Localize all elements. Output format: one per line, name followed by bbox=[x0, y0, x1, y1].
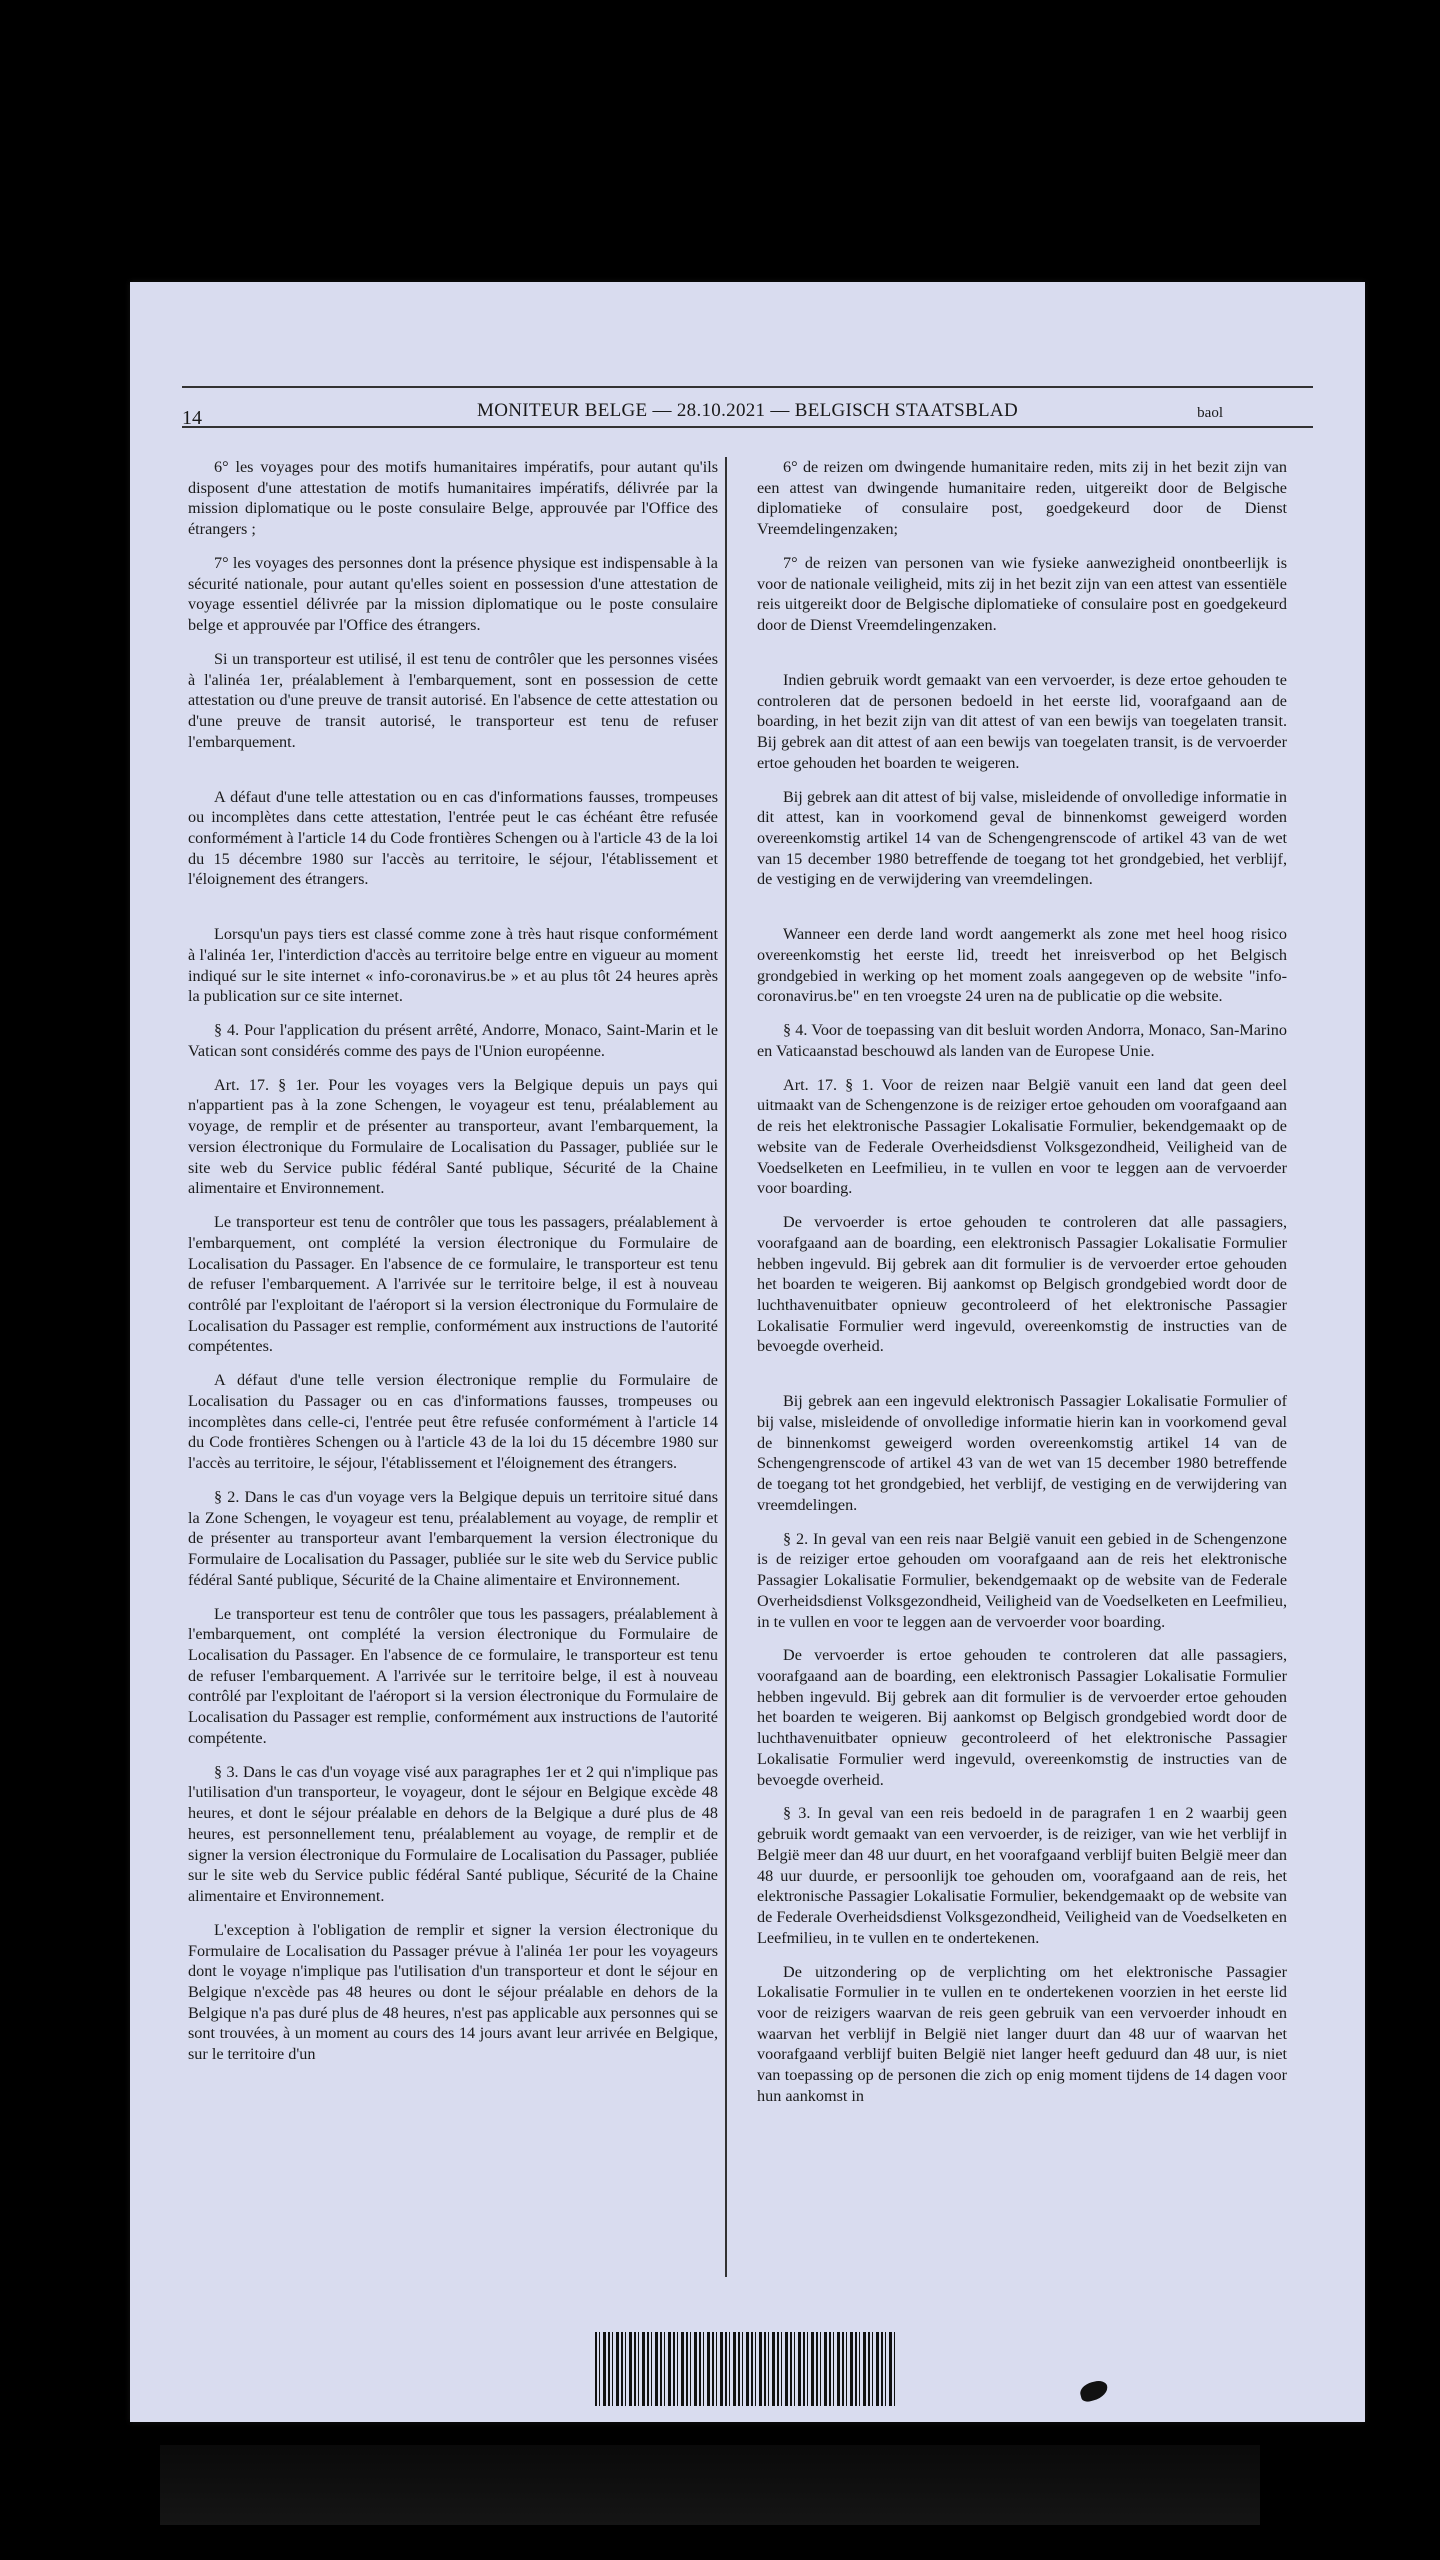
paragraph: § 4. Pour l'application du présent arrêté, Andorre, Monaco, Saint-Marin et le Vatican sont considérés comme des pays de l'Union européenne. bbox=[188, 1021, 718, 1060]
column-divider bbox=[725, 457, 727, 2277]
header-code: baol bbox=[1197, 405, 1223, 421]
paragraph: 6° de reizen om dwingende humanitaire reden, mits zij in het bezit zijn van een attest van dwingende humanitaire reden, uitgereikt door de Belgische diplomatieke of consulaire post, goedgekeurd door de Dienst Vreemdelingenzaken; bbox=[757, 458, 1287, 539]
paragraph: § 2. In geval van een reis naar België vanuit een gebied in de Schengenzone is de reiziger ertoe gehouden om voorafgaand aan de reis het elektronische Passagier Lokalisatie Formulier, bekendgemaakt op de website van de Federale Overheidsdienst Volksgezondheid, Veiligheid van de Voedselketen en Leefmilieu, in te vullen en voor te leggen aan de vervoerder voor boarding. bbox=[757, 1529, 1287, 1631]
paragraph: De vervoerder is ertoe gehouden te controleren dat alle passagiers, voorafgaand aan de boarding, een elektronisch Passagier Lokalisatie Formulier hebben ingevuld. Bij gebrek aan dit formulier is de vervoerder ertoe gehouden het boarden te weigeren. Bij aankomst op Belgisch grondgebied wordt door de luchthavenuitbater opnieuw gecontroleerd of het elektronische Passagier Lokalisatie Formulier werd ingevuld, overeenkomstig de instructies van de bevoegde overheid. bbox=[757, 1646, 1287, 1789]
paragraph: § 3. Dans le cas d'un voyage visé aux paragraphes 1er et 2 qui n'implique pas l'utilisation d'un transporteur, le voyageur, dont le séjour en Belgique excède 48 heures, et dont le séjour préalable en dehors de la Belgique a duré plus de 48 heures, est personnellement tenu, préalablement au voyage, de remplir et de signer la version électronique du Formulaire de Localisation du Passager, publiée sur le site web du Service public fédéral Santé publique, Sécurité de la Chaine alimentaire et Environnement. bbox=[188, 1762, 718, 1906]
paragraph: § 2. Dans le cas d'un voyage vers la Belgique depuis un territoire situé dans la Zone Schengen, le voyageur est tenu, préalablement au voyage, de remplir et de présenter au transporteur avant l'embarquement la version électronique du Formulaire de Localisation du Passager, publiée sur le site web du Service public fédéral Santé publique, Sécurité de la Chaine alimentaire et Environnement. bbox=[188, 1487, 718, 1589]
page-number: 14 bbox=[182, 407, 202, 429]
barcode bbox=[595, 2332, 895, 2406]
paragraph: § 4. Voor de toepassing van dit besluit worden Andorra, Monaco, San-Marino en Vaticaanstad beschouwd als landen van de Europese Unie. bbox=[757, 1021, 1287, 1060]
paragraph: 6° les voyages pour des motifs humanitaires impératifs, pour autant qu'ils disposent d'une attestation de motifs humanitaires impératifs, délivrée par la mission diplomatique ou le poste consulaire Belge, approuvée par l'Office des étrangers ; bbox=[188, 458, 718, 539]
paragraph: § 3. In geval van een reis bedoeld in de paragrafen 1 en 2 waarbij geen gebruik wordt gemaakt van een vervoerder, is de reiziger, van wie het verblijf in België meer dan 48 uur duurt, en het voorafgaand verblijf buiten België meer dan 48 uur duurde, er persoonlijk toe gehouden om, voorafgaand aan de reis, het elektronische Passagier Lokalisatie Formulier, bekendgemaakt op de website van de Federale Overheidsdienst Volksgezondheid, Veiligheid van de Voedselketen en Leefmilieu, in te vullen en te ondertekenen. bbox=[757, 1804, 1287, 1947]
paragraph: 7° les voyages des personnes dont la présence physique est indispensable à la sécurité nationale, pour autant qu'elles soient en possession d'une attestation de voyage essentiel délivrée par la mission diplomatique ou le poste consulaire belge et approuvée par l'Office des étrangers. bbox=[188, 553, 718, 635]
header-rule-bottom bbox=[182, 426, 1313, 428]
ink-smudge bbox=[1078, 2379, 1110, 2404]
paragraph: De vervoerder is ertoe gehouden te controleren dat alle passagiers, voorafgaand aan de boarding, een elektronisch Passagier Lokalisatie Formulier hebben ingevuld. Bij gebrek aan dit formulier is de vervoerder ertoe gehouden het boarden te weigeren. Bij aankomst op Belgisch grondgebied wordt door de luchthavenuitbater opnieuw gecontroleerd of het elektronische Passagier Lokalisatie Formulier werd ingevuld, overeenkomstig de instructies van de bevoegde overheid. bbox=[757, 1213, 1287, 1356]
article-paragraph: Art. 17. § 1er. Pour les voyages vers la Belgique depuis un pays qui n'appartient pas à la zone Schengen, le voyageur est tenu, préalablement au voyage, de remplir et de présenter au transporteur, avant l'embarquement, la version électronique du Formulaire de Localisation du Passager, publiée sur le site web du Service public fédéral Santé publique, Sécurité de la Chaine alimentaire et Environnement. bbox=[188, 1075, 718, 1198]
paragraph: Indien gebruik wordt gemaakt van een vervoerder, is deze ertoe gehouden te controleren dat de personen bedoeld in het eerste lid, voorafgaand aan de boarding, in het bezit zijn van dit attest of van een bewijs van toegelaten transit. Bij gebrek aan dit attest of aan een bewijs van toegelaten transit, is de vervoerder ertoe gehouden het boarden te weigeren. bbox=[757, 670, 1287, 772]
article-paragraph: Art. 17. § 1. Voor de reizen naar België vanuit een land dat geen deel uitmaakt van de Schengenzone is de reiziger ertoe gehouden om voorafgaand aan de reis het elektronische Passagier Lokalisatie Formulier, bekendgemaakt op de website van de Federale Overheidsdienst Volksgezondheid, Veiligheid van de Voedselketen en Leefmilieu, in te vullen en voor te leggen aan de vervoerder voor boarding. bbox=[757, 1075, 1287, 1198]
french-column bbox=[188, 457, 718, 2078]
paragraph: A défaut d'une telle attestation ou en cas d'informations fausses, trompeuses ou incomplètes dans cette attestation, l'entrée peut le cas échéant être refusée conformément à l'article 14 du Code frontières Schengen ou à l'article 43 de la loi du 15 décembre 1980 sur l'accès au territoire, le séjour, l'établissement et l'éloignement des étrangers. bbox=[188, 787, 718, 889]
paragraph: L'exception à l'obligation de remplir et signer la version électronique du Formulaire de Localisation du Passager prévue à l'alinéa 1er pour les voyageurs dont le voyage n'implique pas l'utilisation d'un transporteur et dont le séjour en Belgique n'excède pas 48 heures ou dont le séjour préalable en dehors de la Belgique n'a pas duré plus de 48 heures, n'est pas applicable aux personnes qui se sont trouvées, à un moment au cours des 14 jours avant leur arrivée en Belgique, sur le territoire d'un bbox=[188, 1920, 718, 2064]
paragraph: Bij gebrek aan dit attest of bij valse, misleidende of onvolledige informatie in dit attest, kan in voorkomend geval de binnenkomst geweigerd worden overeenkomstig artikel 14 van de Schengengrenscode of artikel 43 van de wet van 15 december 1980 betreffende de toegang tot het grondgebied, het verblijf, de vestiging en de verwijdering van vreemdelingen. bbox=[757, 787, 1287, 889]
paragraph: Wanneer een derde land wordt aangemerkt als zone met heel hoog risico overeenkomstig het eerste lid, treedt het inreisverbod op het Belgisch grondgebied in werking op het moment zoals aangegeven op de website "info-coronavirus.be" en ten vroegste 24 uren na de publicatie op die website. bbox=[757, 925, 1287, 1006]
page-header bbox=[182, 394, 1313, 429]
paragraph: De uitzondering op de verplichting om het elektronische Passagier Lokalisatie Formulier in te vullen en te ondertekenen voorzien in het eerste lid voor de reizigers waarvan de reis geen gebruik van een vervoerder inhoudt en waarvan het verblijf in België niet langer duurt dan 48 uur of waarvan het voorafgaand verblijf buiten België niet langer heeft geduurd dan 48 uur, is niet van toepassing op de personen die zich op enig moment tijdens de 14 dagen voor hun aankomst in bbox=[757, 1962, 1287, 2105]
device-bezel bbox=[160, 2445, 1260, 2525]
dutch-column bbox=[757, 457, 1287, 2120]
paragraph: A défaut d'une telle version électronique remplie du Formulaire de Localisation du Passager ou en cas d'informations fausses, trompeuses ou incomplètes dans celle-ci, l'entrée peut être refusée conformément à l'article 14 du Code frontières Schengen ou à l'article 43 de la loi du 15 décembre 1980 sur l'accès au territoire, le séjour, l'établissement et l'éloignement des étrangers. bbox=[188, 1371, 718, 1473]
paragraph: 7° de reizen van personen van wie fysieke aanwezigheid onontbeerlijk is voor de nationale veiligheid, mits zij in het bezit zijn van een attest van essentiële reis uitgereikt door de Belgische diplomatieke of consulaire post en goedgekeurd door de Dienst Vreemdelingenzaken. bbox=[757, 553, 1287, 635]
document-page bbox=[130, 282, 1365, 2422]
paragraph: Si un transporteur est utilisé, il est tenu de contrôler que les personnes visées à l'alinéa 1er, préalablement à l'embarquement, sont en possession de cette attestation ou d'une preuve de transit autorisé. En l'absence de cette attestation ou d'une preuve de transit autorisé, le transporteur est tenu de refuser l'embarquement. bbox=[188, 649, 718, 751]
header-rule-top bbox=[182, 386, 1313, 388]
paragraph: Le transporteur est tenu de contrôler que tous les passagers, préalablement à l'embarquement, ont complété la version électronique du Formulaire de Localisation du Passager. En l'absence de ce formulaire, le transporteur est tenu de refuser l'embarquement. A l'arrivée sur le territoire belge, il est à nouveau contrôlé par l'exploitant de l'aéroport si la version électronique du Formulaire de Localisation du Passager est remplie, conformément aux instructions de l'autorité compétentes. bbox=[188, 1213, 718, 1356]
paragraph: Bij gebrek aan een ingevuld elektronisch Passagier Lokalisatie Formulier of bij valse, misleidende of onvolledige informatie hierin kan in voorkomend geval de binnenkomst geweigerd worden overeenkomstig artikel 14 van de Schengengrenscode of artikel 43 van de wet van 15 december 1980 betreffende de toegang tot het grondgebied, het verblijf, de vestiging en de verwijdering van vreemdelingen. bbox=[757, 1392, 1287, 1514]
paragraph: Lorsqu'un pays tiers est classé comme zone à très haut risque conformément à l'alinéa 1er, l'interdiction d'accès au territoire belge entre en vigueur au moment indiqué sur le site internet « info-coronavirus.be » et au plus tôt 24 heures après la publication sur ce site internet. bbox=[188, 925, 718, 1006]
publication-title: MONITEUR BELGE — 28.10.2021 — BELGISCH STAATSBLAD bbox=[477, 400, 1018, 421]
paragraph: Le transporteur est tenu de contrôler que tous les passagers, préalablement à l'embarquement, ont complété la version électronique du Formulaire de Localisation du Passager. En l'absence de ce formulaire, le transporteur est tenu de refuser l'embarquement. A l'arrivée sur le territoire belge, il est à nouveau contrôlé par l'exploitant de l'aéroport si la version électronique du Formulaire de Localisation du Passager est remplie, conformément aux instructions de l'autorité compétente. bbox=[188, 1604, 718, 1747]
